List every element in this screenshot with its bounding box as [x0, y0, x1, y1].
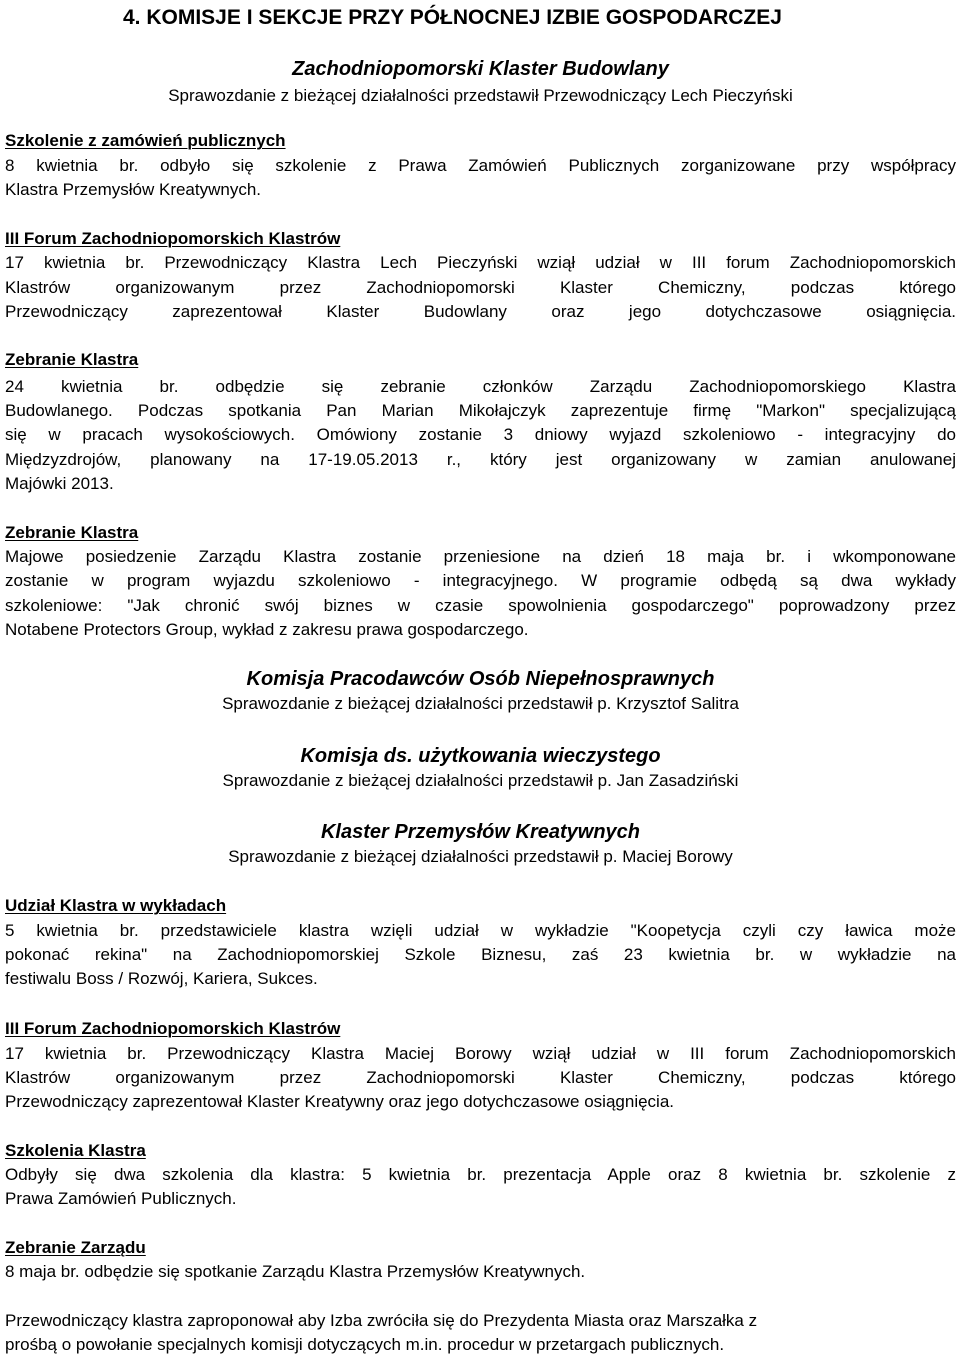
paragraph-line: Klastrów organizowanym przez Zachodniopomorski Klaster Chemiczny, podczas którego: [5, 1068, 956, 1087]
paragraph-line: Notabene Protectors Group, wykład z zakresu prawa gospodarczego.: [5, 620, 529, 639]
section-title-budowlany: Zachodniopomorski Klaster Budowlany: [292, 58, 669, 80]
paragraph-line: Budowlanego. Podczas spotkania Pan Marian Mikołajczyk zaprezentuje firmę "Markon" specjalizującą: [5, 401, 956, 420]
paragraph-line: Klastrów organizowanym przez Zachodniopomorski Klaster Chemiczny, podczas którego: [5, 278, 956, 297]
paragraph-line: Odbyły się dwa szkolenia dla klastra: 5 kwietnia br. prezentacja Apple oraz 8 kwietnia br. szkolenie z: [5, 1165, 956, 1184]
section-report-komisja-pracodawcow: Sprawozdanie z bieżącej działalności przedstawił p. Krzysztof Salitra: [222, 694, 739, 713]
document-title: 4. KOMISJE I SEKCJE PRZY PÓŁNOCNEJ IZBIE GOSPODARCZEJ: [123, 6, 782, 29]
section-report-klaster-kreatywny: Sprawozdanie z bieżącej działalności przedstawił p. Maciej Borowy: [228, 847, 733, 866]
paragraph-line: Międzyzdrojów, planowany na 17-19.05.2013 r., który jest organizowany w zamian anulowanej: [5, 450, 956, 469]
subheading-forum: III Forum Zachodniopomorskich Klastrów: [5, 229, 341, 248]
paragraph-line: 17 kwietnia br. Przewodniczący Klastra Maciej Borowy wziął udział w III forum Zachodniopomorskich: [5, 1044, 956, 1063]
paragraph-line: 5 kwietnia br. przedstawiciele klastra wzięli udział w wykładzie "Koopetycja czyli czy ławica może: [5, 921, 956, 940]
paragraph-line: 24 kwietnia br. odbędzie się zebranie członków Zarządu Zachodniopomorskiego Klastra: [5, 377, 956, 396]
paragraph-line: Majówki 2013.: [5, 474, 114, 493]
paragraph-line: Klastra Przemysłów Kreatywnych.: [5, 180, 262, 199]
paragraph-line: 8 kwietnia br. odbyło się szkolenie z Prawa Zamówień Publicznych zorganizowane przy współpracy: [5, 156, 956, 175]
paragraph-line: zostanie w program wyjazdu szkoleniowo - integracyjnego. W programie odbędą są dwa wykłady: [5, 571, 956, 590]
section-title-komisja-uzytkowania: Komisja ds. użytkowania wieczystego: [300, 745, 661, 767]
section-report-budowlany: Sprawozdanie z bieżącej działalności przedstawił Przewodniczący Lech Pieczyński: [168, 86, 793, 105]
closing-line: prośbą o powołanie specjalnych komisji dotyczących m.in. procedur w przetargach publicznych.: [5, 1335, 725, 1354]
paragraph-line: 17 kwietnia br. Przewodniczący Klastra Lech Pieczyński wziął udział w III forum Zachodniopomorskich: [5, 253, 956, 272]
paragraph-line: festiwalu Boss / Rozwój, Kariera, Sukces.: [5, 969, 318, 988]
paragraph-line: 8 maja br. odbędzie się spotkanie Zarządu Klastra Przemysłów Kreatywnych.: [5, 1262, 586, 1281]
subheading-szkolenie: Szkolenie z zamówień publicznych: [5, 131, 286, 150]
paragraph-line: pokonać rekina" na Zachodniopomorskiej Szkole Biznesu, zaś 23 kwietnia br. w wykładzie na: [5, 945, 956, 964]
paragraph-line: Przewodniczący zaprezentował Klaster Kreatywny oraz jego dotychczasowe osiągnięcia.: [5, 1092, 675, 1111]
section-title-klaster-kreatywny: Klaster Przemysłów Kreatywnych: [320, 821, 641, 843]
paragraph-line: się w pracach wysokościowych. Omówiony zostanie 3 dniowy wyjazd szkoleniowo - integracyjny do: [5, 425, 956, 444]
paragraph-line: Majowe posiedzenie Zarządu Klastra zostanie przeniesione na dzień 18 maja br. i wkomponowane: [5, 547, 956, 566]
paragraph-line: szkoleniowe: "Jak chronić swój biznes w czasie spowolnienia gospodarczego" poprowadzony przez: [5, 596, 956, 615]
subheading-wyklady: Udział Klastra w wykładach: [5, 896, 227, 915]
section-title-komisja-pracodawcow: Komisja Pracodawców Osób Niepełnosprawnych: [246, 668, 715, 690]
subheading-zebranie-2: Zebranie Klastra: [5, 523, 139, 542]
paragraph-line: Prawa Zamówień Publicznych.: [5, 1189, 237, 1208]
subheading-zebranie-zarzadu: Zebranie Zarządu: [5, 1238, 146, 1257]
subheading-zebranie: Zebranie Klastra: [5, 350, 139, 369]
subheading-szkolenia-klastra: Szkolenia Klastra: [5, 1141, 146, 1160]
paragraph-line: Przewodniczący zaprezentował Klaster Budowlany oraz jego dotychczasowe osiągnięcia.: [5, 302, 956, 321]
subheading-forum-2: III Forum Zachodniopomorskich Klastrów: [5, 1019, 341, 1038]
closing-line: Przewodniczący klastra zaproponował aby Izba zwróciła się do Prezydenta Miasta oraz Marszałka z: [5, 1311, 758, 1330]
section-report-komisja-uzytkowania: Sprawozdanie z bieżącej działalności przedstawił p. Jan Zasadziński: [222, 771, 739, 790]
